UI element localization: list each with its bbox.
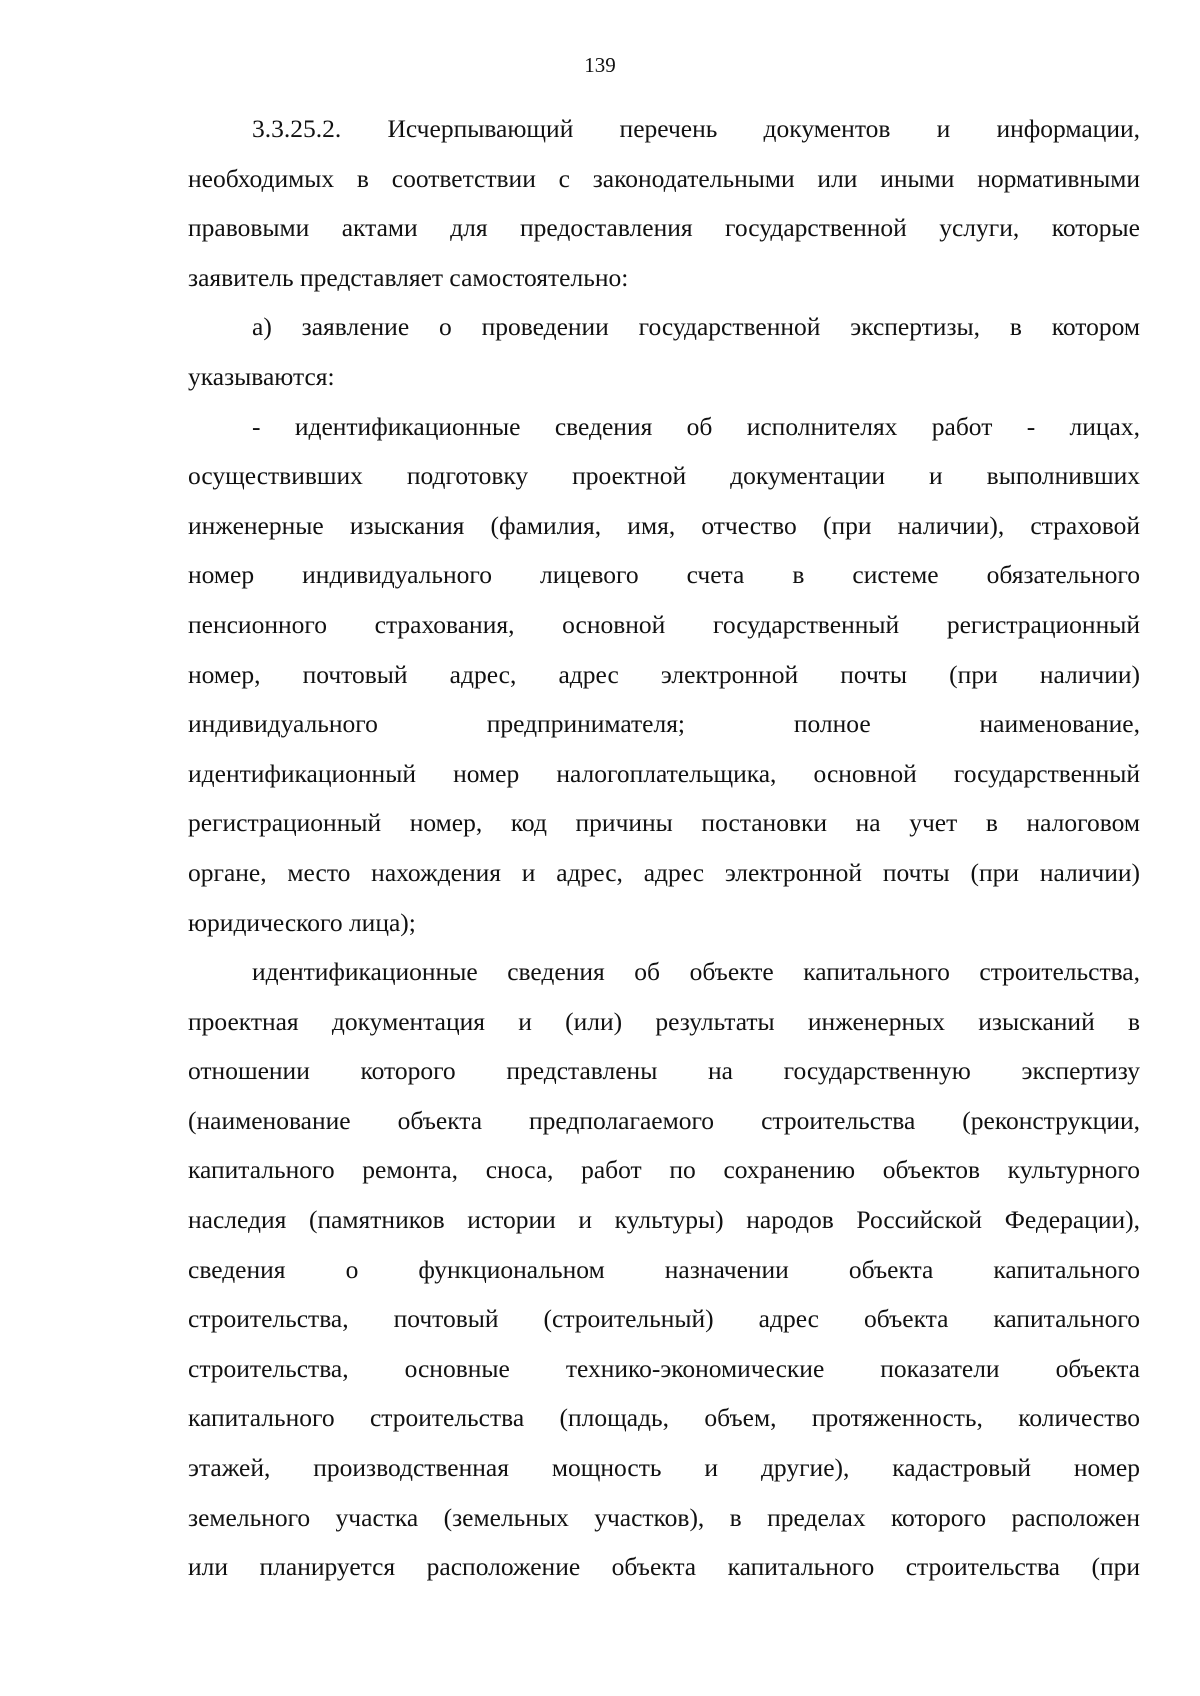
text-line: номер индивидуального лицевого счета в системе обязательного bbox=[188, 560, 1140, 590]
page-number: 139 bbox=[584, 53, 616, 77]
text-line: капитального ремонта, сноса, работ по сохранению объектов культурного bbox=[188, 1155, 1140, 1185]
text-line: строительства, почтовый (строительный) адрес объекта капитального bbox=[188, 1304, 1140, 1334]
text-line: регистрационный номер, код причины постановки на учет в налоговом bbox=[188, 808, 1140, 838]
text-line: номер, почтовый адрес, адрес электронной почты (при наличии) bbox=[188, 659, 1140, 689]
text-line: органе, место нахождения и адрес, адрес электронной почты (при наличии) bbox=[188, 857, 1140, 887]
text-line: строительства, основные технико-экономические показатели объекта bbox=[188, 1353, 1140, 1383]
text-line: юридического лица); bbox=[188, 907, 416, 937]
text-line: осуществивших подготовку проектной документации и выполнивших bbox=[188, 461, 1140, 491]
text-line: указываются: bbox=[188, 361, 335, 391]
text-line: заявитель представляет самостоятельно: bbox=[188, 262, 629, 292]
text-line: правовыми актами для предоставления государственной услуги, которые bbox=[188, 213, 1140, 243]
paragraph-object-info bbox=[188, 947, 1140, 1592]
text-line: капитального строительства (площадь, объем, протяженность, количество bbox=[188, 1403, 1140, 1433]
text-line: или планируется расположение объекта капитального строительства (при bbox=[188, 1552, 1140, 1582]
text-line: проектная документация и (или) результаты инженерных изысканий в bbox=[188, 1006, 1140, 1036]
text-line: (наименование объекта предполагаемого строительства (реконструкции, bbox=[188, 1105, 1140, 1135]
paragraph-3-3-25-2 bbox=[188, 104, 1140, 302]
text-line: пенсионного страхования, основной государственный регистрационный bbox=[188, 609, 1140, 639]
text-line: наследия (памятников истории и культуры) народов Российской Федерации), bbox=[188, 1205, 1140, 1235]
text-line: земельного участка (земельных участков), в пределах которого расположен bbox=[188, 1502, 1140, 1532]
text-line: необходимых в соответствии с законодательными или иными нормативными bbox=[188, 163, 1140, 193]
text-line: а) заявление о проведении государственной экспертизы, в котором bbox=[252, 312, 1140, 342]
text-line: индивидуального предпринимателя; полное наименование, bbox=[188, 709, 1140, 739]
text-line: сведения о функциональном назначении объекта капитального bbox=[188, 1254, 1140, 1284]
text-line: инженерные изыскания (фамилия, имя, отчество (при наличии), страховой bbox=[188, 510, 1140, 540]
text-line: отношении которого представлены на государственную экспертизу bbox=[188, 1056, 1140, 1086]
text-line: идентификационные сведения об объекте капитального строительства, bbox=[252, 957, 1140, 987]
document-body bbox=[188, 104, 1140, 1592]
text-line: идентификационный номер налогоплательщика, основной государственный bbox=[188, 758, 1140, 788]
text-line: - идентификационные сведения об исполнителях работ - лицах, bbox=[252, 411, 1140, 441]
paragraph-item-a bbox=[188, 302, 1140, 401]
text-line: этажей, производственная мощность и другие), кадастровый номер bbox=[188, 1453, 1140, 1483]
paragraph-executors-info bbox=[188, 402, 1140, 948]
text-line: 3.3.25.2. Исчерпывающий перечень документов и информации, bbox=[252, 114, 1140, 143]
